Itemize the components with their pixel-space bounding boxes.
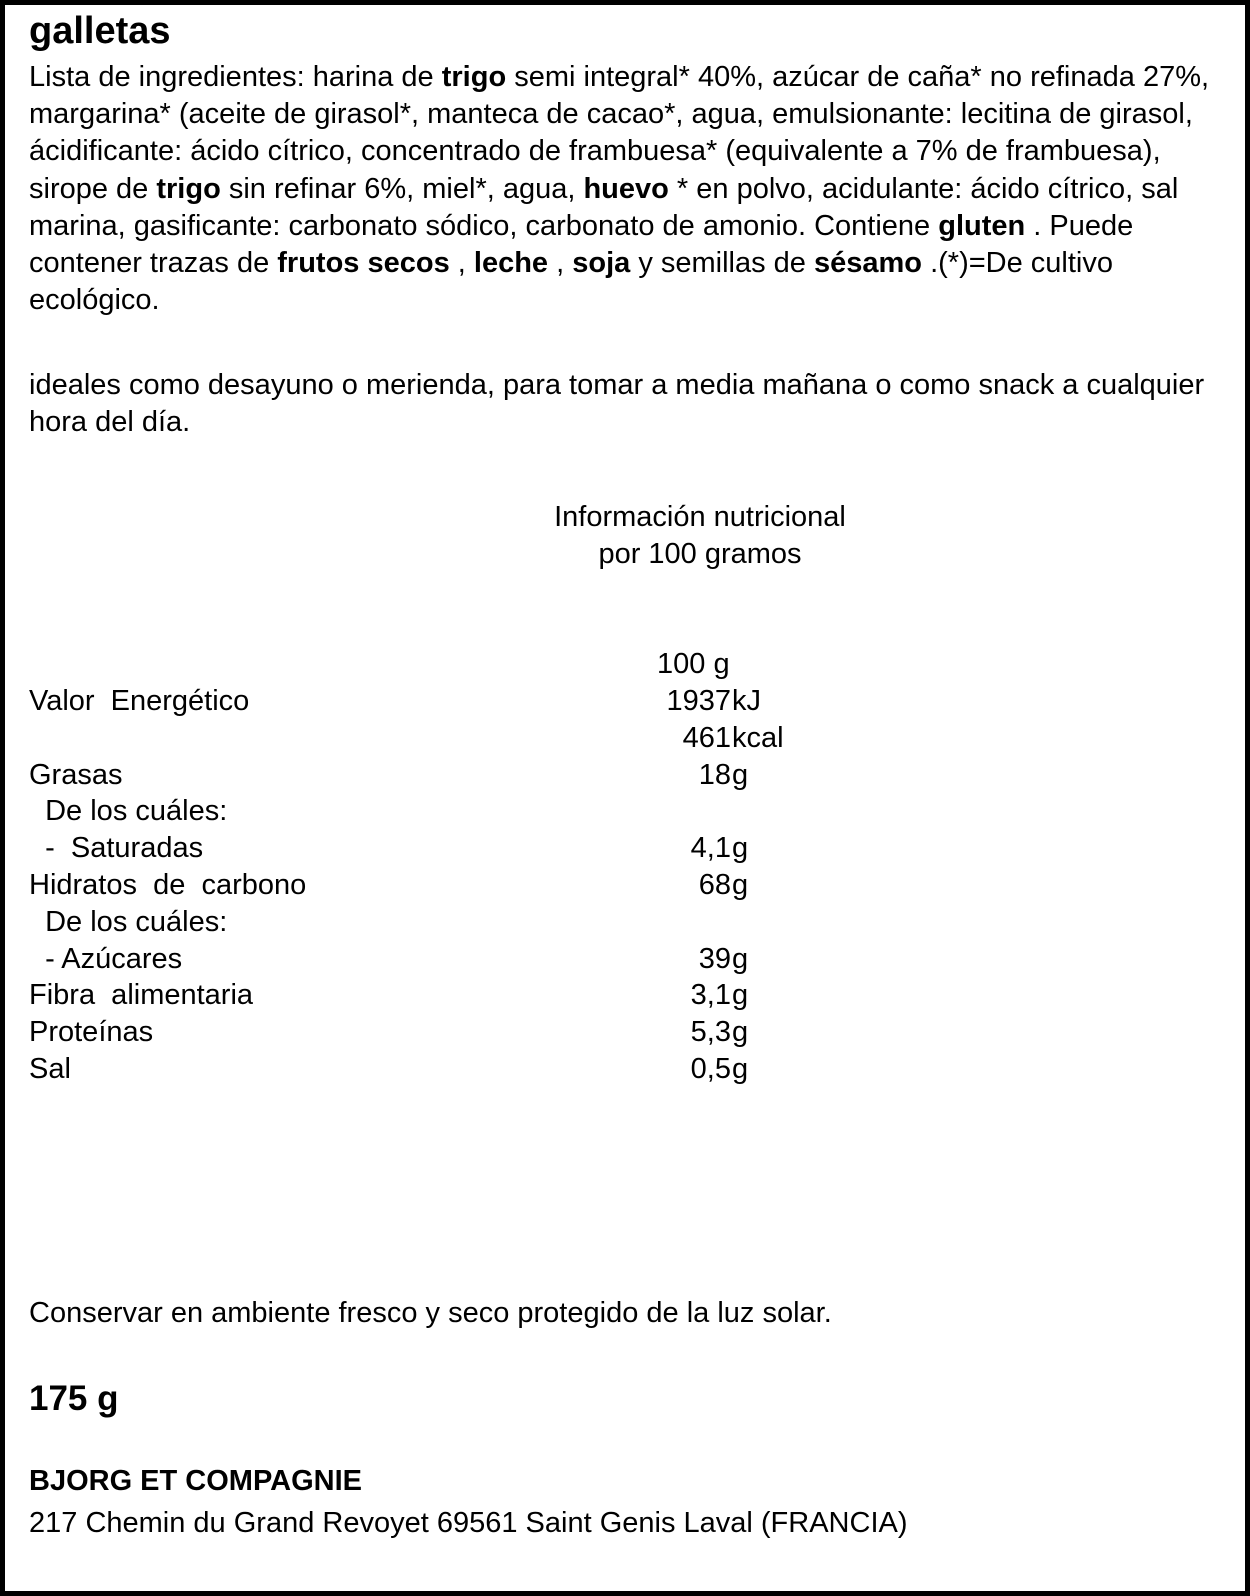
net-weight: 175 g xyxy=(29,1379,119,1418)
nutrient-value: 18 xyxy=(698,758,731,791)
nutrition-row xyxy=(5,977,1245,1014)
nutrition-row xyxy=(5,1051,1245,1088)
ingredients-text: y semillas de xyxy=(630,247,814,280)
nutrient-unit: kcal xyxy=(732,721,784,754)
nutrient-value: 68 xyxy=(698,869,731,901)
nutrient-unit: g xyxy=(732,758,749,791)
ingredients-text: sin refinar 6%, miel*, agua, xyxy=(220,172,584,205)
nutrition-row xyxy=(5,793,1245,830)
nutrition-row xyxy=(5,867,1245,904)
nutrient-label: Fibra alimentaria xyxy=(29,979,254,1012)
ingredients-list xyxy=(29,59,1219,319)
nutrition-row xyxy=(5,941,1245,978)
nutrient-value: 1937 xyxy=(666,685,731,717)
nutrient-label: Proteínas xyxy=(29,1016,154,1049)
ingredients-text: . Puede contener trazas de xyxy=(29,209,1134,280)
allergen-highlight: soja xyxy=(572,247,631,280)
nutrient-label: - Saturadas xyxy=(29,832,204,865)
allergen-highlight: frutos secos xyxy=(277,247,450,280)
nutrient-unit: g xyxy=(732,1053,749,1085)
product-description: ideales como desayuno o merienda, para tomar a media mañana o como snack a cualquier hora del día. xyxy=(29,369,1205,438)
nutrition-subtitle: por 100 gramos xyxy=(598,538,802,570)
nutrient-label: Valor Energético xyxy=(29,685,250,717)
company-name: BJORG ET COMPAGNIE xyxy=(29,1465,362,1497)
product-title: galletas xyxy=(29,10,171,52)
company-address: 217 Chemin du Grand Revoyet 69561 Saint Genis Laval (FRANCIA) xyxy=(29,1507,908,1539)
nutrition-column-header-row xyxy=(5,646,1245,683)
nutrient-value: 3,1 xyxy=(690,979,731,1012)
nutrition-row xyxy=(5,720,1245,757)
allergen-highlight: trigo xyxy=(441,61,507,93)
nutrient-label: Sal xyxy=(29,1053,71,1085)
nutrient-unit: g xyxy=(732,832,749,865)
nutrient-unit: g xyxy=(732,869,749,901)
ingredients-text: .(*)=De cultivo ecológico. xyxy=(29,247,1113,317)
nutrient-unit: kJ xyxy=(732,685,761,717)
ingredients-text: Lista de ingredientes: harina de xyxy=(29,61,442,93)
ingredients-text: * en polvo, acidulante: ácido cítrico, sal marina, gasificante: carbonato sódico, carbonato de amonio. Contiene xyxy=(29,172,1179,242)
nutrition-row xyxy=(5,1014,1245,1051)
nutrient-value: 461 xyxy=(682,721,731,754)
nutrient-unit: g xyxy=(732,942,749,975)
allergen-highlight: trigo xyxy=(156,172,221,205)
nutrition-title: Información nutricional xyxy=(554,501,846,533)
ingredients-text: , xyxy=(449,247,474,280)
nutrient-label: De los cuáles: xyxy=(29,905,228,938)
nutrient-unit: g xyxy=(732,1016,749,1049)
nutrient-unit: g xyxy=(732,979,749,1012)
nutrition-column-header: 100 g xyxy=(657,648,730,680)
nutrient-value: 0,5 xyxy=(690,1053,731,1085)
nutrition-row xyxy=(5,904,1245,941)
ingredients-text: , xyxy=(548,247,573,280)
allergen-highlight: huevo xyxy=(583,172,669,205)
nutrient-value: 39 xyxy=(698,942,731,975)
nutrient-label: De los cuáles: xyxy=(29,795,228,828)
storage-instructions: Conservar en ambiente fresco y seco protegido de la luz solar. xyxy=(29,1297,832,1329)
ingredients-text: semi integral* 40%, azúcar de caña* no refinada 27%, margarina* (aceite de girasol*, manteca de cacao*, agua, emulsionante: lecitina de girasol, ácidificante: ácido cítrico, concentrado de frambuesa* (equivalente a 7% de frambuesa), sirope de xyxy=(29,61,1210,205)
nutrient-value: 4,1 xyxy=(690,832,731,865)
nutrition-row xyxy=(5,683,1245,720)
nutrition-row xyxy=(5,830,1245,867)
nutrient-label: Hidratos de carbono xyxy=(29,869,307,901)
allergen-highlight: leche xyxy=(473,247,549,280)
nutrition-row xyxy=(5,757,1245,794)
nutrient-label: - Azúcares xyxy=(29,942,183,975)
nutrient-value: 5,3 xyxy=(690,1016,731,1049)
allergen-highlight: sésamo xyxy=(814,247,923,280)
nutrient-label: Grasas xyxy=(29,758,123,791)
allergen-highlight: gluten xyxy=(938,209,1026,242)
